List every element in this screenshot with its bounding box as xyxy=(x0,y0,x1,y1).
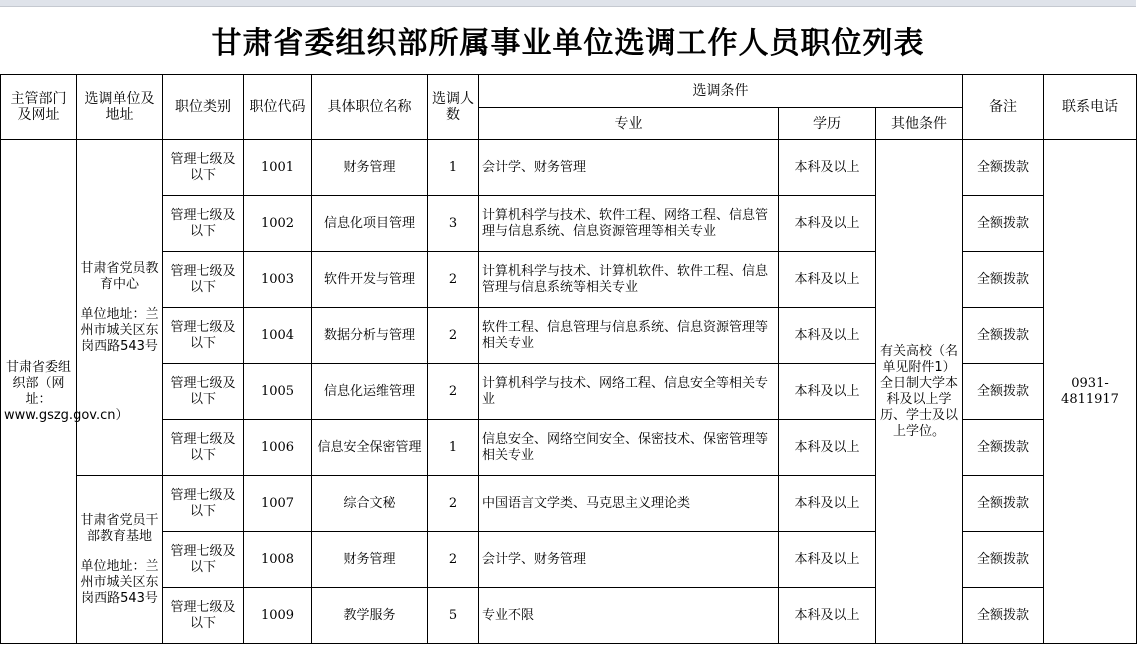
code-cell: 1004 xyxy=(244,308,312,364)
code-cell: 1002 xyxy=(244,196,312,252)
education-cell: 本科及以上 xyxy=(779,532,876,588)
remark-cell: 全额拨款 xyxy=(963,308,1044,364)
header-major: 专业 xyxy=(479,108,779,140)
unit-cell xyxy=(77,476,163,644)
header-conditions: 选调条件 xyxy=(479,75,963,108)
education-cell: 本科及以上 xyxy=(779,308,876,364)
remark-cell: 全额拨款 xyxy=(963,532,1044,588)
table-row xyxy=(1,476,1137,532)
position-name-cell: 财务管理 xyxy=(312,532,428,588)
major-cell: 中国语言文学类、马克思主义理论类 xyxy=(479,476,779,532)
count-cell: 3 xyxy=(428,196,479,252)
header-other: 其他条件 xyxy=(876,108,963,140)
education-cell: 本科及以上 xyxy=(779,252,876,308)
header-category: 职位类别 xyxy=(163,75,244,140)
category-cell: 管理七级及以下 xyxy=(163,140,244,196)
major-cell: 计算机科学与技术、网络工程、信息安全等相关专业 xyxy=(479,364,779,420)
position-table-container xyxy=(0,74,1136,647)
major-cell: 专业不限 xyxy=(479,588,779,644)
header-dept: 主管部门及网址 xyxy=(1,75,77,140)
table-row xyxy=(1,588,1137,644)
code-cell: 1008 xyxy=(244,532,312,588)
count-cell: 5 xyxy=(428,588,479,644)
major-cell: 计算机科学与技术、计算机软件、软件工程、信息管理与信息系统等相关专业 xyxy=(479,252,779,308)
category-cell: 管理七级及以下 xyxy=(163,420,244,476)
count-cell: 2 xyxy=(428,476,479,532)
count-cell: 2 xyxy=(428,364,479,420)
education-cell: 本科及以上 xyxy=(779,476,876,532)
category-cell: 管理七级及以下 xyxy=(163,532,244,588)
major-cell: 软件工程、信息管理与信息系统、信息资源管理等相关专业 xyxy=(479,308,779,364)
header-phone: 联系电话 xyxy=(1044,75,1137,140)
category-cell: 管理七级及以下 xyxy=(163,308,244,364)
major-cell: 会计学、财务管理 xyxy=(479,532,779,588)
remark-cell: 全额拨款 xyxy=(963,196,1044,252)
remark-cell: 全额拨款 xyxy=(963,140,1044,196)
header-count: 选调人数 xyxy=(428,75,479,140)
major-cell: 计算机科学与技术、软件工程、网络工程、信息管理与信息系统、信息资源管理等相关专业 xyxy=(479,196,779,252)
table-row xyxy=(1,140,1137,196)
education-cell: 本科及以上 xyxy=(779,420,876,476)
table-row xyxy=(1,532,1137,588)
header-remark: 备注 xyxy=(963,75,1044,140)
position-name-cell: 信息化运维管理 xyxy=(312,364,428,420)
code-cell: 1001 xyxy=(244,140,312,196)
header-education: 学历 xyxy=(779,108,876,140)
position-name-cell: 数据分析与管理 xyxy=(312,308,428,364)
count-cell: 2 xyxy=(428,252,479,308)
unit-address: 单位地址：兰州市城关区东岗西路543号 xyxy=(80,306,159,354)
header-unit: 选调单位及地址 xyxy=(77,75,163,140)
education-cell: 本科及以上 xyxy=(779,364,876,420)
unit-cell xyxy=(77,140,163,476)
code-cell: 1005 xyxy=(244,364,312,420)
category-cell: 管理七级及以下 xyxy=(163,588,244,644)
dept-cell: 甘肃省委组织部（网址：www.gszg.gov.cn） xyxy=(1,140,77,644)
phone-cell: 0931-4811917 xyxy=(1044,140,1137,644)
count-cell: 1 xyxy=(428,420,479,476)
major-cell: 信息安全、网络空间安全、保密技术、保密管理等相关专业 xyxy=(479,420,779,476)
education-cell: 本科及以上 xyxy=(779,588,876,644)
page-title: 甘肃省委组织部所属事业单位选调工作人员职位列表 xyxy=(211,26,925,61)
unit-name: 甘肃省党员干部教育基地 xyxy=(80,512,159,544)
position-table xyxy=(0,74,1137,644)
table-row xyxy=(1,252,1137,308)
table-row xyxy=(1,308,1137,364)
position-name-cell: 信息安全保密管理 xyxy=(312,420,428,476)
unit-name: 甘肃省党员教育中心 xyxy=(80,260,159,292)
remark-cell: 全额拨款 xyxy=(963,252,1044,308)
code-cell: 1003 xyxy=(244,252,312,308)
remark-cell: 全额拨款 xyxy=(963,420,1044,476)
position-name-cell: 教学服务 xyxy=(312,588,428,644)
table-row xyxy=(1,420,1137,476)
header-name: 具体职位名称 xyxy=(312,75,428,140)
count-cell: 2 xyxy=(428,532,479,588)
code-cell: 1009 xyxy=(244,588,312,644)
position-name-cell: 软件开发与管理 xyxy=(312,252,428,308)
unit-address: 单位地址：兰州市城关区东岗西路543号 xyxy=(80,558,159,606)
count-cell: 2 xyxy=(428,308,479,364)
category-cell: 管理七级及以下 xyxy=(163,364,244,420)
position-name-cell: 信息化项目管理 xyxy=(312,196,428,252)
other-conditions-cell: 有关高校（名单见附件1）全日制大学本科及以上学历、学士及以上学位。 xyxy=(876,140,963,644)
category-cell: 管理七级及以下 xyxy=(163,196,244,252)
major-cell: 会计学、财务管理 xyxy=(479,140,779,196)
remark-cell: 全额拨款 xyxy=(963,364,1044,420)
remark-cell: 全额拨款 xyxy=(963,588,1044,644)
remark-cell: 全额拨款 xyxy=(963,476,1044,532)
education-cell: 本科及以上 xyxy=(779,140,876,196)
education-cell: 本科及以上 xyxy=(779,196,876,252)
count-cell: 1 xyxy=(428,140,479,196)
code-cell: 1006 xyxy=(244,420,312,476)
category-cell: 管理七级及以下 xyxy=(163,476,244,532)
code-cell: 1007 xyxy=(244,476,312,532)
header-code: 职位代码 xyxy=(244,75,312,140)
table-row xyxy=(1,196,1137,252)
position-name-cell: 综合文秘 xyxy=(312,476,428,532)
category-cell: 管理七级及以下 xyxy=(163,252,244,308)
table-row xyxy=(1,364,1137,420)
position-name-cell: 财务管理 xyxy=(312,140,428,196)
